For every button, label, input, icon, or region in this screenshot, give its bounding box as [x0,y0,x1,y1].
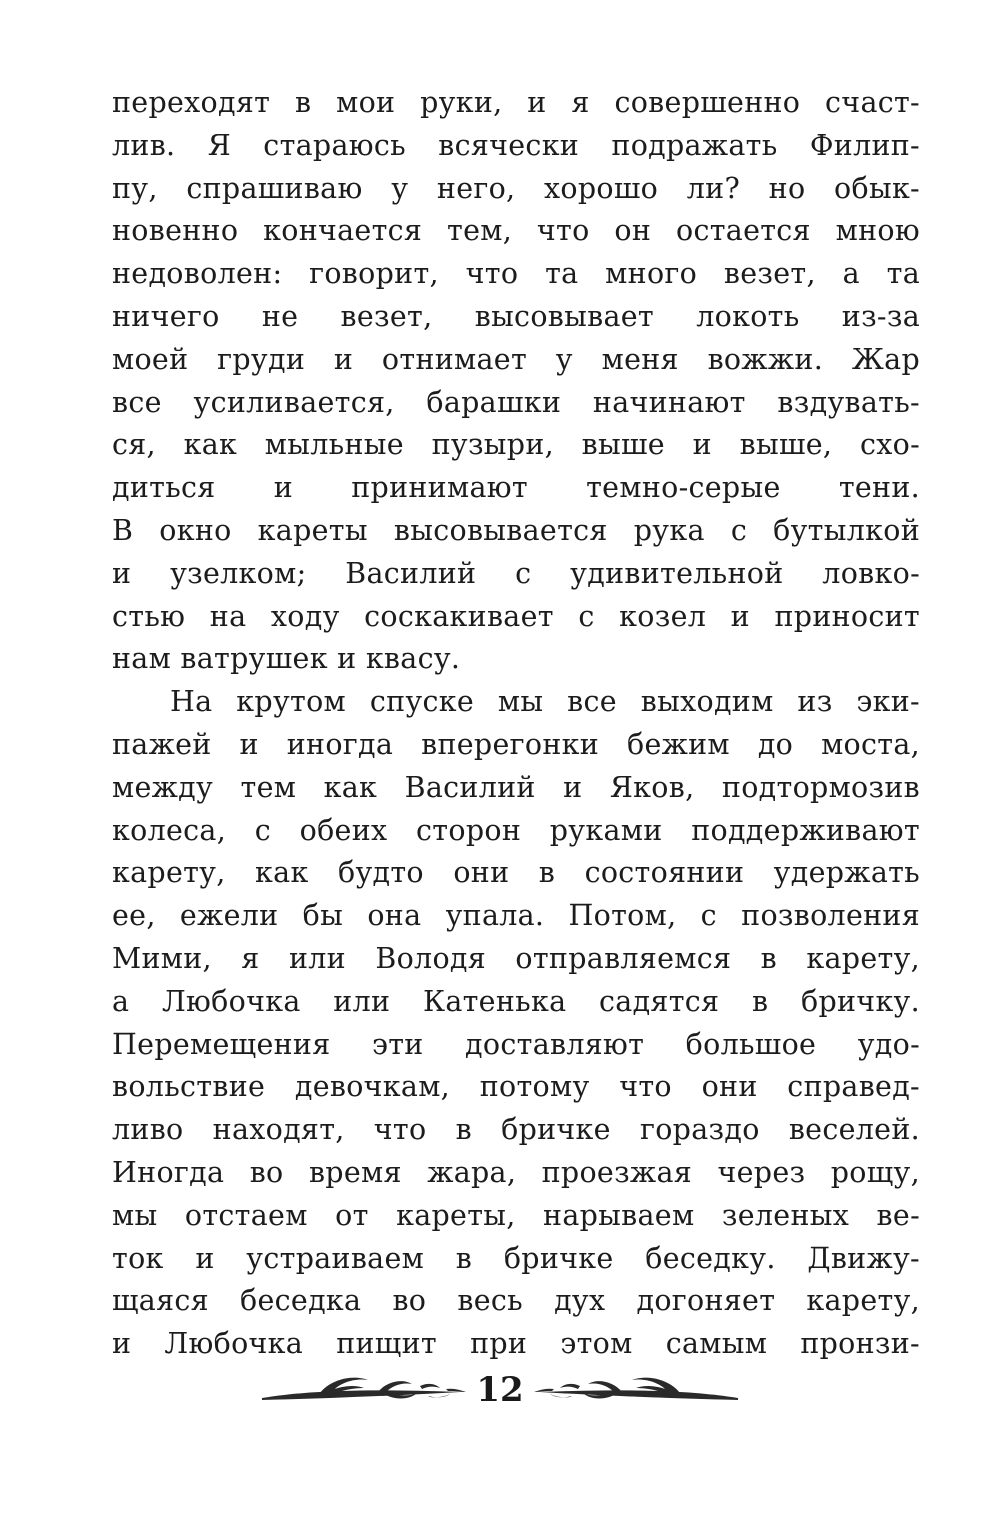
paragraph-2 [112,681,920,1366]
text-line: моей груди и отнимает у меня вожжи. Жар [112,342,920,376]
page-footer [260,1362,740,1418]
text-line: колеса, с обеих сторон руками поддерживают [112,813,920,847]
text-line: диться и принимают темно-серые тени. [112,471,920,505]
text-line: и узелком; Василий с удивительной ловко- [112,556,920,590]
text-line: ся, как мыльные пузыри, выше и выше, схо- [112,428,920,462]
text-line: новенно кончается тем, что он остается мною [112,214,920,248]
text-line: лив. Я стараюсь всячески подражать Филип- [112,128,920,162]
flourish-left-icon [260,1362,480,1418]
text-line: щаяся беседка во весь дух догоняет карету, [112,1284,920,1318]
text-line: пажей и иногда вперегонки бежим до моста, [112,727,920,761]
text-line: Перемещения эти доставляют большое удо- [112,1027,920,1061]
text-line: ток и устраиваем в бричке беседку. Движу- [112,1241,920,1275]
text-line: ее, ежели бы она упала. Потом, с позволения [112,899,920,933]
text-line: между тем как Василий и Яков, подтормозив [112,770,920,804]
text-line: ничего не везет, высовывает локоть из-за [112,299,920,333]
text-line: нам ватрушек и квасу. [112,642,461,676]
text-line: и Любочка пищит при этом самым пронзи- [112,1327,920,1361]
text-line: В окно кареты высовывается рука с бутылкой [112,513,920,547]
text-line: пу, спрашиваю у него, хорошо ли? но обык- [112,171,920,205]
page-number: 12 [476,1370,524,1410]
body-text [112,82,920,1366]
text-line: стью на ходу соскакивает с козел и приносит [112,599,920,633]
text-line: мы отстаем от кареты, нарываем зеленых ве- [112,1198,920,1232]
text-line: ливо находят, что в бричке гораздо веселей. [112,1113,920,1147]
text-line: Иногда во время жара, проезжая через рощу, [112,1155,920,1189]
text-line: недоволен: говорит, что та много везет, а та [112,257,920,291]
text-line: все усиливается, барашки начинают вздувать- [112,385,920,419]
text-line: На крутом спуске мы все выходим из эки- [170,685,920,719]
flourish-right-icon [520,1362,740,1418]
text-line: карету, как будто они в состоянии удержать [112,856,920,890]
text-line: а Любочка или Катенька садятся в бричку. [112,984,920,1018]
text-line: Мими, я или Володя отправляемся в карету, [112,941,920,975]
text-line: вольствие девочкам, потому что они справед- [112,1070,920,1104]
paragraph-1 [112,82,920,681]
text-line: переходят в мои руки, и я совершенно счаст- [112,86,920,119]
